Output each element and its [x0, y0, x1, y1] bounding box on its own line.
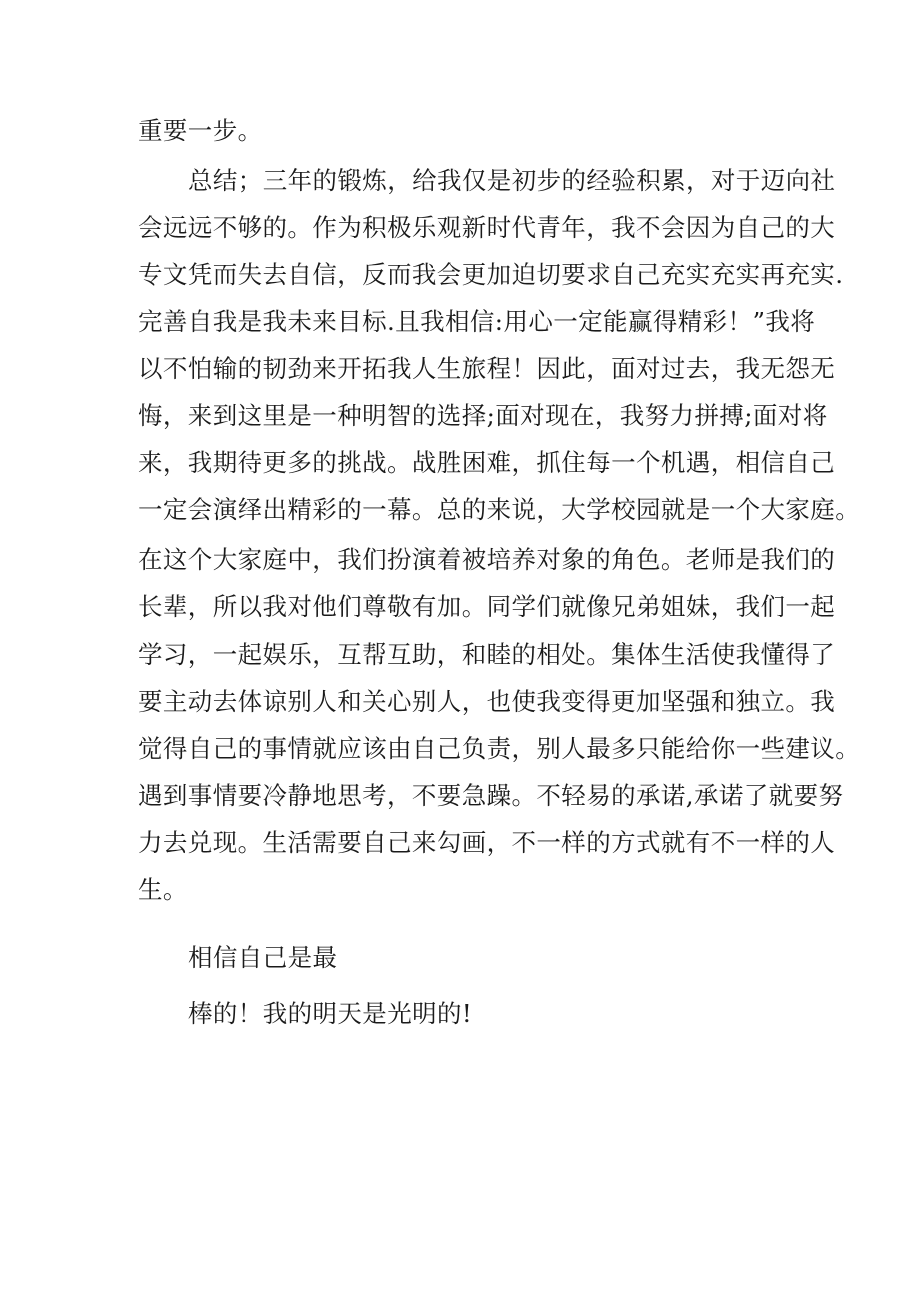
text-line-17: 生。: [138, 875, 188, 904]
text-line-14: 觉得自己的事情就应该由自己负责，别人最多只能给你一些建议。: [138, 734, 861, 763]
text-line-8: 来，我期待更多的挑战。战胜困难，抓住每一个机遇，相信自己: [138, 448, 836, 477]
text-line-2: 总结；三年的锻炼，给我仅是初步的经验积累，对于迈向社: [188, 166, 836, 195]
text-line-6: 以不怕输的韧劲来开拓我人生旅程！因此，面对过去，我无怨无: [138, 354, 836, 383]
text-line-4: 专文凭而失去自信，反而我会更加迫切要求自己充实充实再充实.: [138, 260, 844, 289]
text-line-1: 重要一步。: [138, 116, 263, 145]
text-line-5: 完善自我是我未来目标.且我相信:用心一定能赢得精彩！”我将: [138, 307, 816, 336]
text-line-16: 力去兑现。生活需要自己来勾画，不一样的方式就有不一样的人: [138, 828, 836, 857]
text-line-11: 长辈，所以我对他们尊敬有加。同学们就像兄弟姐妹，我们一起: [138, 592, 836, 621]
text-line-18: 相信自己是最: [188, 943, 338, 972]
text-line-3: 会远远不够的。作为积极乐观新时代青年，我不会因为自己的大: [138, 213, 836, 242]
text-line-7: 悔，来到这里是一种明智的选择;面对现在，我努力拼搏;面对将: [138, 401, 828, 430]
text-line-12: 学习，一起娱乐，互帮互助，和睦的相处。集体生活使我懂得了: [138, 640, 836, 669]
text-line-13: 要主动去体谅别人和关心别人，也使我变得更加坚强和独立。我: [138, 687, 836, 716]
text-line-15: 遇到事情要冷静地思考，不要急躁。不轻易的承诺,承诺了就要努: [138, 781, 844, 810]
text-line-10: 在这个大家庭中，我们扮演着被培养对象的角色。老师是我们的: [138, 545, 836, 574]
text-line-9: 一定会演绎出精彩的一幕。总的来说，大学校园就是一个大家庭。: [138, 495, 861, 524]
text-line-19: 棒的！我的明天是光明的!: [188, 999, 473, 1028]
